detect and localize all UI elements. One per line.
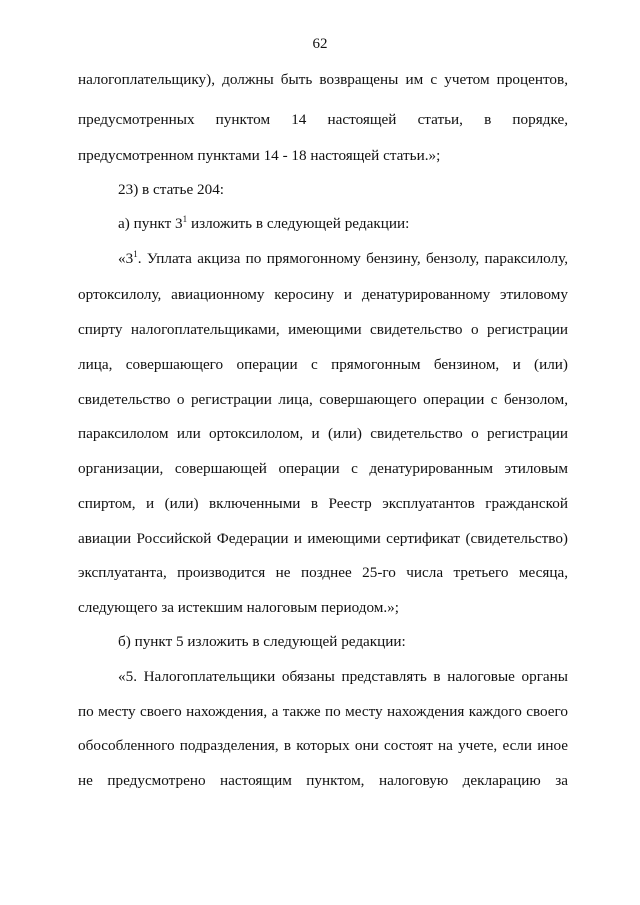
text-line: эксплуатанта, производится не позднее 25-го числа третьего месяца, [78,564,568,581]
text-line: предусмотренных пунктом 14 настоящей статьи, в порядке, [78,111,568,128]
text-run: изложить в следующей редакции: [187,215,410,232]
text-line: спиртом, и (или) включенными в Реестр эксплуатантов гражданской [78,495,568,512]
text-line: не предусмотрено настоящим пунктом, налоговую декларацию за [78,772,568,789]
text-run: . Уплата акциза по прямогонному бензину, бензолу, параксилолу, [137,250,568,267]
superscript: 1 [182,214,188,224]
text-line: спирту налогоплательщиками, имеющими свидетельство о регистрации [78,321,568,338]
text-line: «5. Налогоплательщики обязаны представлять в налоговые органы [118,668,568,685]
text-line [118,249,568,269]
text-line: свидетельство о регистрации лица, совершающего операции с бензолом, [78,391,568,408]
text-run: а) пункт 3 [118,215,183,232]
text-line: организации, совершающей операции с денатурированным этиловым [78,460,568,477]
text-line: б) пункт 5 изложить в следующей редакции: [118,633,406,650]
page-number: 62 [312,36,328,52]
text-line: по месту своего нахождения, а также по месту нахождения каждого своего [78,703,568,720]
text-line: предусмотренном пунктами 14 - 18 настоящей статьи.»; [78,147,441,164]
text-line: авиации Российской Федерации и имеющими сертификат (свидетельство) [78,530,568,547]
text-line: налогоплательщику), должны быть возвращены им с учетом процентов, [78,71,568,88]
text-line: параксилолом или ортоксилолом, и (или) свидетельство о регистрации [78,425,568,442]
text-line: следующего за истекшим налоговым периодом.»; [78,599,399,616]
text-line: ортоксилолу, авиационному керосину и денатурированному этиловому [78,286,568,303]
text-line: 23) в статье 204: [118,181,225,198]
text-run: «3 [118,250,134,267]
superscript: 1 [133,249,138,259]
text-line: обособленного подразделения, в которых они состоят на учете, если иное [78,737,568,754]
text-line: лица, совершающего операции с прямогонным бензином, и (или) [78,356,568,373]
text-line [118,214,568,234]
